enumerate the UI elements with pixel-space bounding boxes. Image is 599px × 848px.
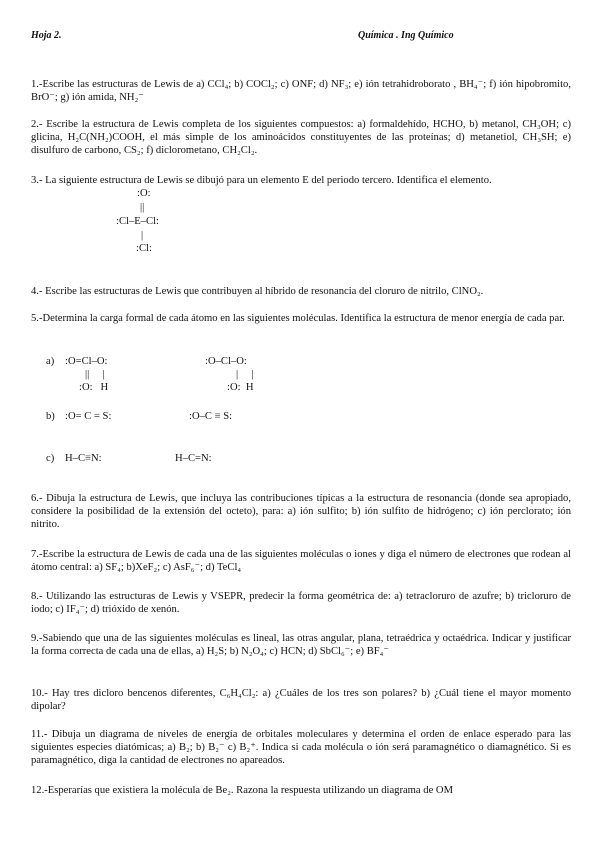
q3-bottom-chlorine: :Cl: <box>136 243 152 254</box>
question-6: 6.- Dibuja la estructura de Lewis, que incluya las contribuciones típicas a la estructura de resonancia (donde sea apropiado, considere la posibilidad de la extensión del octeto), para: a) ión sulfito; b) ión sulfito de hidrógeno; c) ión perclorato; ión nitrito. <box>31 493 571 530</box>
question-1: 1.-Escribe las estructuras de Lewis de a) CCl₄; b) COCl₂; c) ONF; d) NF₃; e) ión tetrahidroborato , BH₄⁻; f) ión hipobromito, BrO⁻; g) ión amida, NH₂⁻ <box>31 79 571 103</box>
q5-a2-row1: :O–Cl–O: <box>205 356 247 367</box>
header-left: Hoja 2. <box>31 30 62 41</box>
q5-b2: :O–C ≡ S: <box>189 411 233 422</box>
header-right: Química . Ing Químico <box>358 30 454 41</box>
question-3: 3.- La siguiente estructura de Lewis se dibujó para un elemento E del periodo tercero. Identifica el elemento. <box>31 175 492 186</box>
q5-b-label: b) <box>46 411 55 422</box>
q5-a2-row2: | | <box>236 369 254 380</box>
q5-b1: :O= C = S: <box>65 411 112 422</box>
question-4: 4.- Escribe las estructuras de Lewis que contribuyen al híbrido de resonancia del cloruro de nitrilo, ClNO₂. <box>31 286 484 297</box>
question-5: 5.-Determina la carga formal de cada átomo en las siguientes moléculas. Identifica la estructura de menor energía de cada par. <box>31 313 565 324</box>
question-8: 8.- Utilizando las estructuras de Lewis y VSEPR, predecir la forma geométrica de: a) tetracloruro de azufre; b) tricloruro de iodo; c) IF₄⁻; d) trióxido de xenón. <box>31 591 571 615</box>
q5-c2: H–C=N: <box>175 453 212 464</box>
q5-c1: H–C≡N: <box>65 453 102 464</box>
q3-middle-row: :Cl–E–Cl: <box>116 216 159 227</box>
q5-a1-row2: || | <box>85 369 105 380</box>
q3-single-bond: | <box>141 230 144 241</box>
question-11: 11.- Dibuja un diagrama de niveles de energía de orbitales moleculares y determina el orden de enlace esperado para las siguientes especies diatómicas; a) B₂; b) B₂⁻ c) B₂⁺. Indica si cada molécula o ión será paramagnético o diamagnético. Si es paramagnético, diga la cantidad de electrones no apareados. <box>31 729 571 766</box>
question-12: 12.-Esperarías que existiera la molécula de Be₂. Razona la respuesta utilizando un diagrama de OM <box>31 785 453 796</box>
q5-a2-row3: :O: H <box>227 382 254 393</box>
question-9: 9.-Sabiendo que una de las siguientes moléculas es lineal, las otras angular, plana, tetraédrica y octaédrica. Indicar y justificar la forma correcta de cada una de ellas, a) H₂S; b) N₂O₄; c) HCN; d) SbCl₆⁻; e) BF₄⁻ <box>31 633 571 657</box>
q5-c-label: c) <box>46 453 55 464</box>
q3-top-oxygen: :O: <box>137 188 151 199</box>
question-2: 2.- Escribe la estructura de Lewis completa de los siguientes compuestos: a) formaldehído, HCHO, b) metanol, CH₃OH; c) glicina, H₂C(NH₂)COOH, el más simple de los aminoácidos constituyentes de las proteínas; d) metanetiol, CH₃SH; e) disulfuro de carbono, CS₂; f) diclorometano, CH₂Cl₂. <box>31 119 571 156</box>
q3-double-bond: || <box>140 202 145 213</box>
question-7: 7.-Escribe la estructura de Lewis de cada una de las siguientes moléculas o iones y diga el número de electrones que rodean al átomo central: a) SF₄; b)XeF₂; c) AsF₆⁻; d) TeCl₄ <box>31 549 571 573</box>
q5-a1-row1: :O=Cl–O: <box>65 356 108 367</box>
question-10: 10.- Hay tres dicloro bencenos diferentes, C₆H₄Cl₂: a) ¿Cuáles de los tres son polares? b) ¿Cuál tiene el mayor momento dipolar? <box>31 688 571 712</box>
q5-a1-row3: :O: H <box>79 382 109 393</box>
q5-a-label: a) <box>46 356 55 367</box>
